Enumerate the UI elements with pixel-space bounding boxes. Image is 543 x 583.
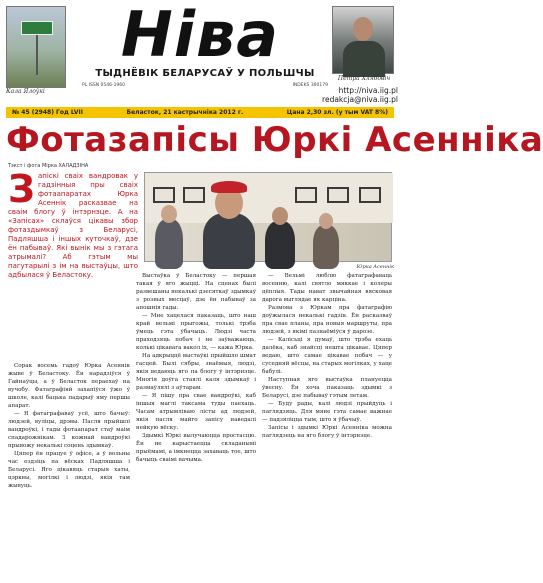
masthead <box>0 0 400 107</box>
article-lead <box>8 167 138 358</box>
visitor-face <box>161 205 177 223</box>
masthead-photo-portrait <box>332 6 394 74</box>
article-paragraph: Выстаўка ў Беластоку — першая такая ў яго жыцці. На сценах былі развешаны некалькі дзесяткаў здымкаў з розных месцаў, дзе ён пабываў за апошнія гады. <box>136 273 256 311</box>
main-article-photo <box>144 172 392 262</box>
issue-number: № 45 (2948) Год LVII <box>12 109 84 116</box>
issue-price: Цана 2,30 зл. (у тым VAT 8%) <box>286 109 388 116</box>
newspaper-tagline: ТЫДНЁВІК БЕЛАРУСАЎ У ПОЛЬШЧЫ <box>95 68 315 79</box>
article-paragraph: — Я пішу пра свае вандроўкі, каб іншыя маглі таксама туды паехаць. Часам атрымліваю лісты ад людзей, якія пасля майго запісу наведалі нейкую вёску. <box>136 393 256 431</box>
wall-frame <box>359 187 381 203</box>
website-link[interactable]: http://niva.iig.pl <box>338 86 398 95</box>
email-link[interactable]: redakcja@niva.iig.pl <box>322 95 398 104</box>
issue-info-bar <box>6 107 394 118</box>
article-paragraph: — Мне хацелася паказаць, што наш край вельмі прыгожы, толькі трэба ўмець гэта ўбачыць. Людзі часта праходзяць побач і не заўважаюць, колькі цікавага вакол іх, — кажа Юрка. <box>136 313 256 351</box>
lead-text: апіскі сваіх вандровак у гадзінныя пры сваіх фотаапаратах Юрка Асеннік расказвае на сваім блогу ў інтэрнэце. А на «Запісах» склаўся цікавы збор фотаздымкаў з Беларусі, Падляшша і іншых куточкаў, дзе ён пабываў. Які вынік мы з гэтага атрымалі? Аб гэтым мы пагутарылі з ім на выстаўцы, што адбылася ў Беластоку. <box>8 172 138 279</box>
issn-number: PL ISSN 0546-1960 <box>82 83 126 88</box>
article-byline: Тэкст і фота Мірка ХАЛАДЗІНА <box>8 163 89 169</box>
road-sign-post <box>36 35 38 75</box>
article-headline: Фотазапісы Юркі Асенніка <box>6 120 543 160</box>
main-photo-caption: Юрка Асеннік <box>356 264 394 270</box>
issue-date: Беласток, 21 кастрычніка 2012 г. <box>126 109 244 116</box>
article-column-2 <box>136 272 256 580</box>
contact-block <box>312 86 398 104</box>
wall-frame <box>327 187 349 203</box>
portrait-head <box>353 17 373 41</box>
masthead-photo-road-sign <box>6 6 66 88</box>
article-paragraph: Наступная яго выстаўка плануецца ўвесну. Ён хоча паказаць здымкі з Беларусі, дзе пабываў гэтым летам. <box>262 377 392 399</box>
visitor-figure <box>265 221 295 269</box>
article-paragraph: Цяпер ён працуе ў офісе, а ў вольны час ездзіць па вёсках Падляшша і Беларусі. Яго цікавяць старыя хаты, цэрквы, могілкі і людзі, якія там жывуць. <box>8 451 130 489</box>
article-paragraph: Сорак восемь гадоў Юрка Асеннік жыве ў Беластоку. Ён нарадзіўся ў Гайнаўцы, а ў Беласток пераехаў на вучобу. Фатаграфіяй захапіўся ўжо ў школе, калі бацька падарыў яму першы апарат. <box>8 363 130 409</box>
newspaper-logo: Ніва <box>120 0 280 71</box>
wall-frame <box>153 187 175 203</box>
lead-dropcap: З <box>8 167 35 211</box>
article-paragraph: Здымкі Юркі вылучаюцца простасцю. Ён не карыстаецца складанымі прыёмамі, а імкнецца захаваць тое, што бачыць сваімі вачыма. <box>136 433 256 463</box>
article-paragraph: — Буду рады, калі людзі прыйдуць і паглядзяць. Для мяне гэта самае важнае — падзяліцца тым, што я ўбачыў. <box>262 401 392 423</box>
visitor-figure <box>313 225 339 269</box>
portrait-body <box>343 41 385 77</box>
registration-line <box>82 83 328 88</box>
wall-frame <box>183 187 205 203</box>
index-number: INDEKS 300179 <box>292 83 328 88</box>
article-paragraph: На адкрыццё выстаўкі прыйшло шмат гасцей. Былі сябры, знаёмыя, людзі, якія ведаюць яго па блогу ў інтэрнэце. Многія доўга стаялі каля здымкаў і размаўлялі з аўтарам. <box>136 353 256 391</box>
wall-frame <box>295 187 317 203</box>
article-paragraph: — Вельмі люблю фатаграфаваць восенню, калі святло мяккае і колеры цёплыя. Тады нават звычайная вясковая дарога выглядае як карціна. <box>262 273 392 303</box>
visitor-face <box>319 213 333 229</box>
masthead-photo-left-caption: Кала Ялоўкі <box>6 88 45 95</box>
masthead-photo-right-caption: Пётра Хлябовіч <box>337 75 391 82</box>
article-paragraph: Размова з Юркам пра фатаграфію доўжылася некалькі гадзін. Ён расказваў пра свае планы, пра новыя маршруты, пра людзей, з якімі пазнаёміўся ў дарозе. <box>262 305 392 335</box>
visitor-face <box>272 207 288 225</box>
article-column-3 <box>262 272 392 580</box>
road-sign-shape <box>21 21 53 35</box>
article-paragraph: — Калісьці я думаў, што трэба ехаць далёка, каб знайсці нешта цікавае. Цяпер ведаю, што самае цікавае побач — у суседняй вёсцы, на старых могілках, у хаце бабулі. <box>262 337 392 375</box>
article-column-1 <box>8 362 130 580</box>
article-paragraph: — Я фатаграфаваў усё, што бачыў: людзей, вуліцы, дрэвы. Пасля прыйшлі вандроўкі, і тады фотаапарат стаў маім спадарожнікам. З кожнай вандроўкі прывожу некалькі соцень здымкаў. <box>8 411 130 449</box>
red-cap-shape <box>211 181 247 193</box>
article-paragraph: Запісы і здымкі Юркі Асенніка можна паглядзець на яго блогу ў інтэрнэце. <box>262 425 392 439</box>
photographer-figure <box>203 213 255 269</box>
visitor-figure <box>155 219 183 269</box>
